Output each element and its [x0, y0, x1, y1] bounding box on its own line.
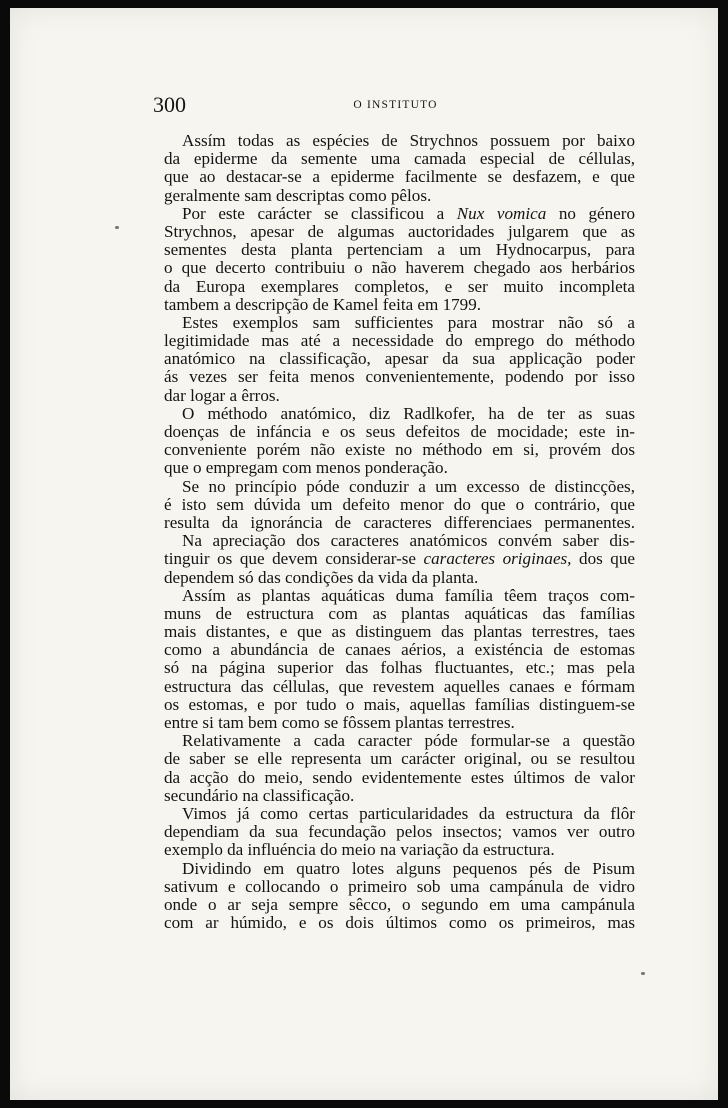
text-segment: Strychnos, apesar de algumas auctoridades julgarem que as	[164, 222, 635, 241]
text-segment: Assím as plantas aquáticas duma família têem traços com-	[182, 586, 635, 605]
text-line	[164, 514, 635, 532]
text-line	[164, 860, 635, 878]
italic-text: Nux vomica	[456, 204, 547, 223]
text-segment: os estomas, e por tudo o mais, aquellas famílias distinguem-se	[164, 695, 635, 714]
text-segment: com ar húmido, e os dois últimos como os primeiros, mas	[164, 914, 635, 933]
text-line	[164, 132, 635, 150]
text-line	[164, 150, 635, 168]
text-line	[164, 896, 635, 914]
text-segment: tinguir os que devem considerar-se	[164, 550, 424, 569]
stray-mark	[641, 972, 645, 975]
text-segment: tambem a descripção de Kamel feita em 1799.	[164, 295, 482, 314]
text-line	[164, 368, 635, 386]
text-segment: dependiam da sua fecundação pelos insectos; vamos ver outro	[164, 823, 635, 842]
text-line	[164, 332, 635, 350]
text-line	[164, 569, 635, 587]
text-line	[164, 550, 635, 568]
text-segment: anatómico na classificação, apesar da sua applicação poder	[164, 350, 635, 369]
text-line	[164, 314, 635, 332]
text-line	[164, 587, 635, 605]
text-line	[164, 823, 635, 841]
text-segment: O méthodo anatómico, diz Radlkofer, ha de ter as suas	[182, 404, 635, 423]
text-line	[164, 678, 635, 696]
text-segment: que ao destacar-se a epiderme facilmente se desfazem, e que	[164, 168, 635, 187]
text-segment: sativum e collocando o primeiro sob uma campánula de vidro	[164, 877, 635, 896]
text-line	[164, 459, 635, 477]
text-segment: conveniente porém não existe no méthodo em si, provém dos	[164, 441, 635, 460]
text-segment: onde o ar seja sempre sêcco, o segundo em uma campánula	[164, 895, 635, 914]
text-line	[164, 841, 635, 859]
text-segment: da Europa exemplares completos, e ser muito incompleta	[164, 277, 635, 296]
text-line	[164, 496, 635, 514]
text-segment: dos que	[571, 550, 635, 569]
text-segment: mais distantes, e que as distinguem das plantas terrestres, taes	[164, 623, 635, 642]
text-segment: é isto sem dúvida um defeito menor do que o contrário, que	[164, 495, 635, 514]
text-segment: ás vezes ser feita menos convenientemente, podendo por isso	[164, 368, 635, 387]
text-line	[164, 623, 635, 641]
text-segment: Assím todas as espécies de Strychnos possuem por baixo	[182, 132, 635, 150]
stray-mark	[115, 226, 119, 229]
text-segment: da epiderme da semente uma camada especial de céllulas,	[164, 150, 635, 169]
text-line	[164, 259, 635, 277]
text-segment: da acção do meio, sendo evidentemente estes últimos de valor	[164, 768, 635, 787]
text-line	[164, 187, 635, 205]
text-segment: doenças de infáncia e os seus defeitos de mocidade; este in-	[164, 423, 635, 441]
text-segment: sementes desta planta pertenciam a um Hydnocarpus, para	[164, 241, 635, 260]
text-line	[164, 405, 635, 423]
text-line	[164, 278, 635, 296]
page-number: 300	[153, 92, 186, 117]
text-line	[164, 750, 635, 768]
text-segment: dar logar a êrros.	[164, 386, 280, 405]
text-line	[164, 659, 635, 677]
text-segment: Se no princípio póde conduzir a um excesso de distincções,	[182, 477, 635, 496]
text-segment: Estes exemplos sam sufficientes para mostrar não só a	[182, 313, 635, 332]
text-line	[164, 787, 635, 805]
text-segment: como a abundáncia de canaes aérios, a existéncia de estomas	[164, 641, 635, 660]
text-segment: estructura das céllulas, que revestem aquelles canaes e fórmam	[164, 677, 635, 696]
text-line	[164, 605, 635, 623]
text-line	[164, 769, 635, 787]
text-segment: no género	[546, 204, 635, 223]
text-line	[164, 387, 635, 405]
text-segment: Dividindo em quatro lotes alguns pequenos pés de Pisum	[182, 859, 635, 878]
text-line	[164, 241, 635, 259]
text-segment: de saber se elle representa um carácter original, ou se resultou	[164, 750, 635, 769]
text-line	[164, 914, 635, 932]
text-segment: Relativamente a cada caracter póde formular-se a questão	[182, 732, 635, 751]
text-line	[164, 696, 635, 714]
text-line	[164, 423, 635, 441]
body-text	[164, 132, 635, 932]
text-segment: o que decerto contribuiu o não haverem chegado aos herbários	[164, 259, 635, 278]
text-segment: legitimidade mas até a necessidade do emprego do méthodo	[164, 332, 635, 351]
running-title: O INSTITUTO	[353, 99, 438, 111]
text-line	[164, 296, 635, 314]
text-line	[164, 205, 635, 223]
text-line	[164, 532, 635, 550]
text-line	[164, 223, 635, 241]
text-segment: Na apreciação dos caracteres anatómicos convém saber dis-	[182, 532, 635, 551]
text-segment: entre si tam bem como se fôssem plantas terrestres.	[164, 714, 515, 732]
text-line	[164, 805, 635, 823]
text-segment: geralmente sam descriptas como pêlos.	[164, 186, 432, 205]
text-segment: Vimos já como certas particularidades da estructura da flôr	[182, 804, 635, 823]
text-segment: só na página superior das folhas fluctuantes, etc.; mas pela	[164, 659, 635, 678]
text-line	[164, 168, 635, 186]
text-segment: que o empregam com menos ponderação.	[164, 459, 448, 478]
text-segment: exemplo da influéncia do meio na variação da estructura.	[164, 841, 555, 860]
text-line	[164, 878, 635, 896]
text-line	[164, 641, 635, 659]
text-line	[164, 732, 635, 750]
text-segment: resulta da ignoráncia de caracteres differenciaes permanentes.	[164, 513, 635, 532]
book-page	[10, 8, 718, 1100]
italic-text: caracteres originaes,	[423, 550, 572, 569]
text-line	[164, 478, 635, 496]
text-segment: secundário na classificação.	[164, 786, 355, 805]
text-line	[164, 714, 635, 732]
text-segment: dependem só das condições da vida da planta.	[164, 568, 479, 587]
text-segment: Por este carácter se classificou a	[182, 204, 457, 223]
page-header	[153, 92, 638, 116]
text-segment: muns de estructura com as plantas aquáticas das famílias	[164, 604, 635, 623]
text-line	[164, 441, 635, 459]
text-line	[164, 350, 635, 368]
